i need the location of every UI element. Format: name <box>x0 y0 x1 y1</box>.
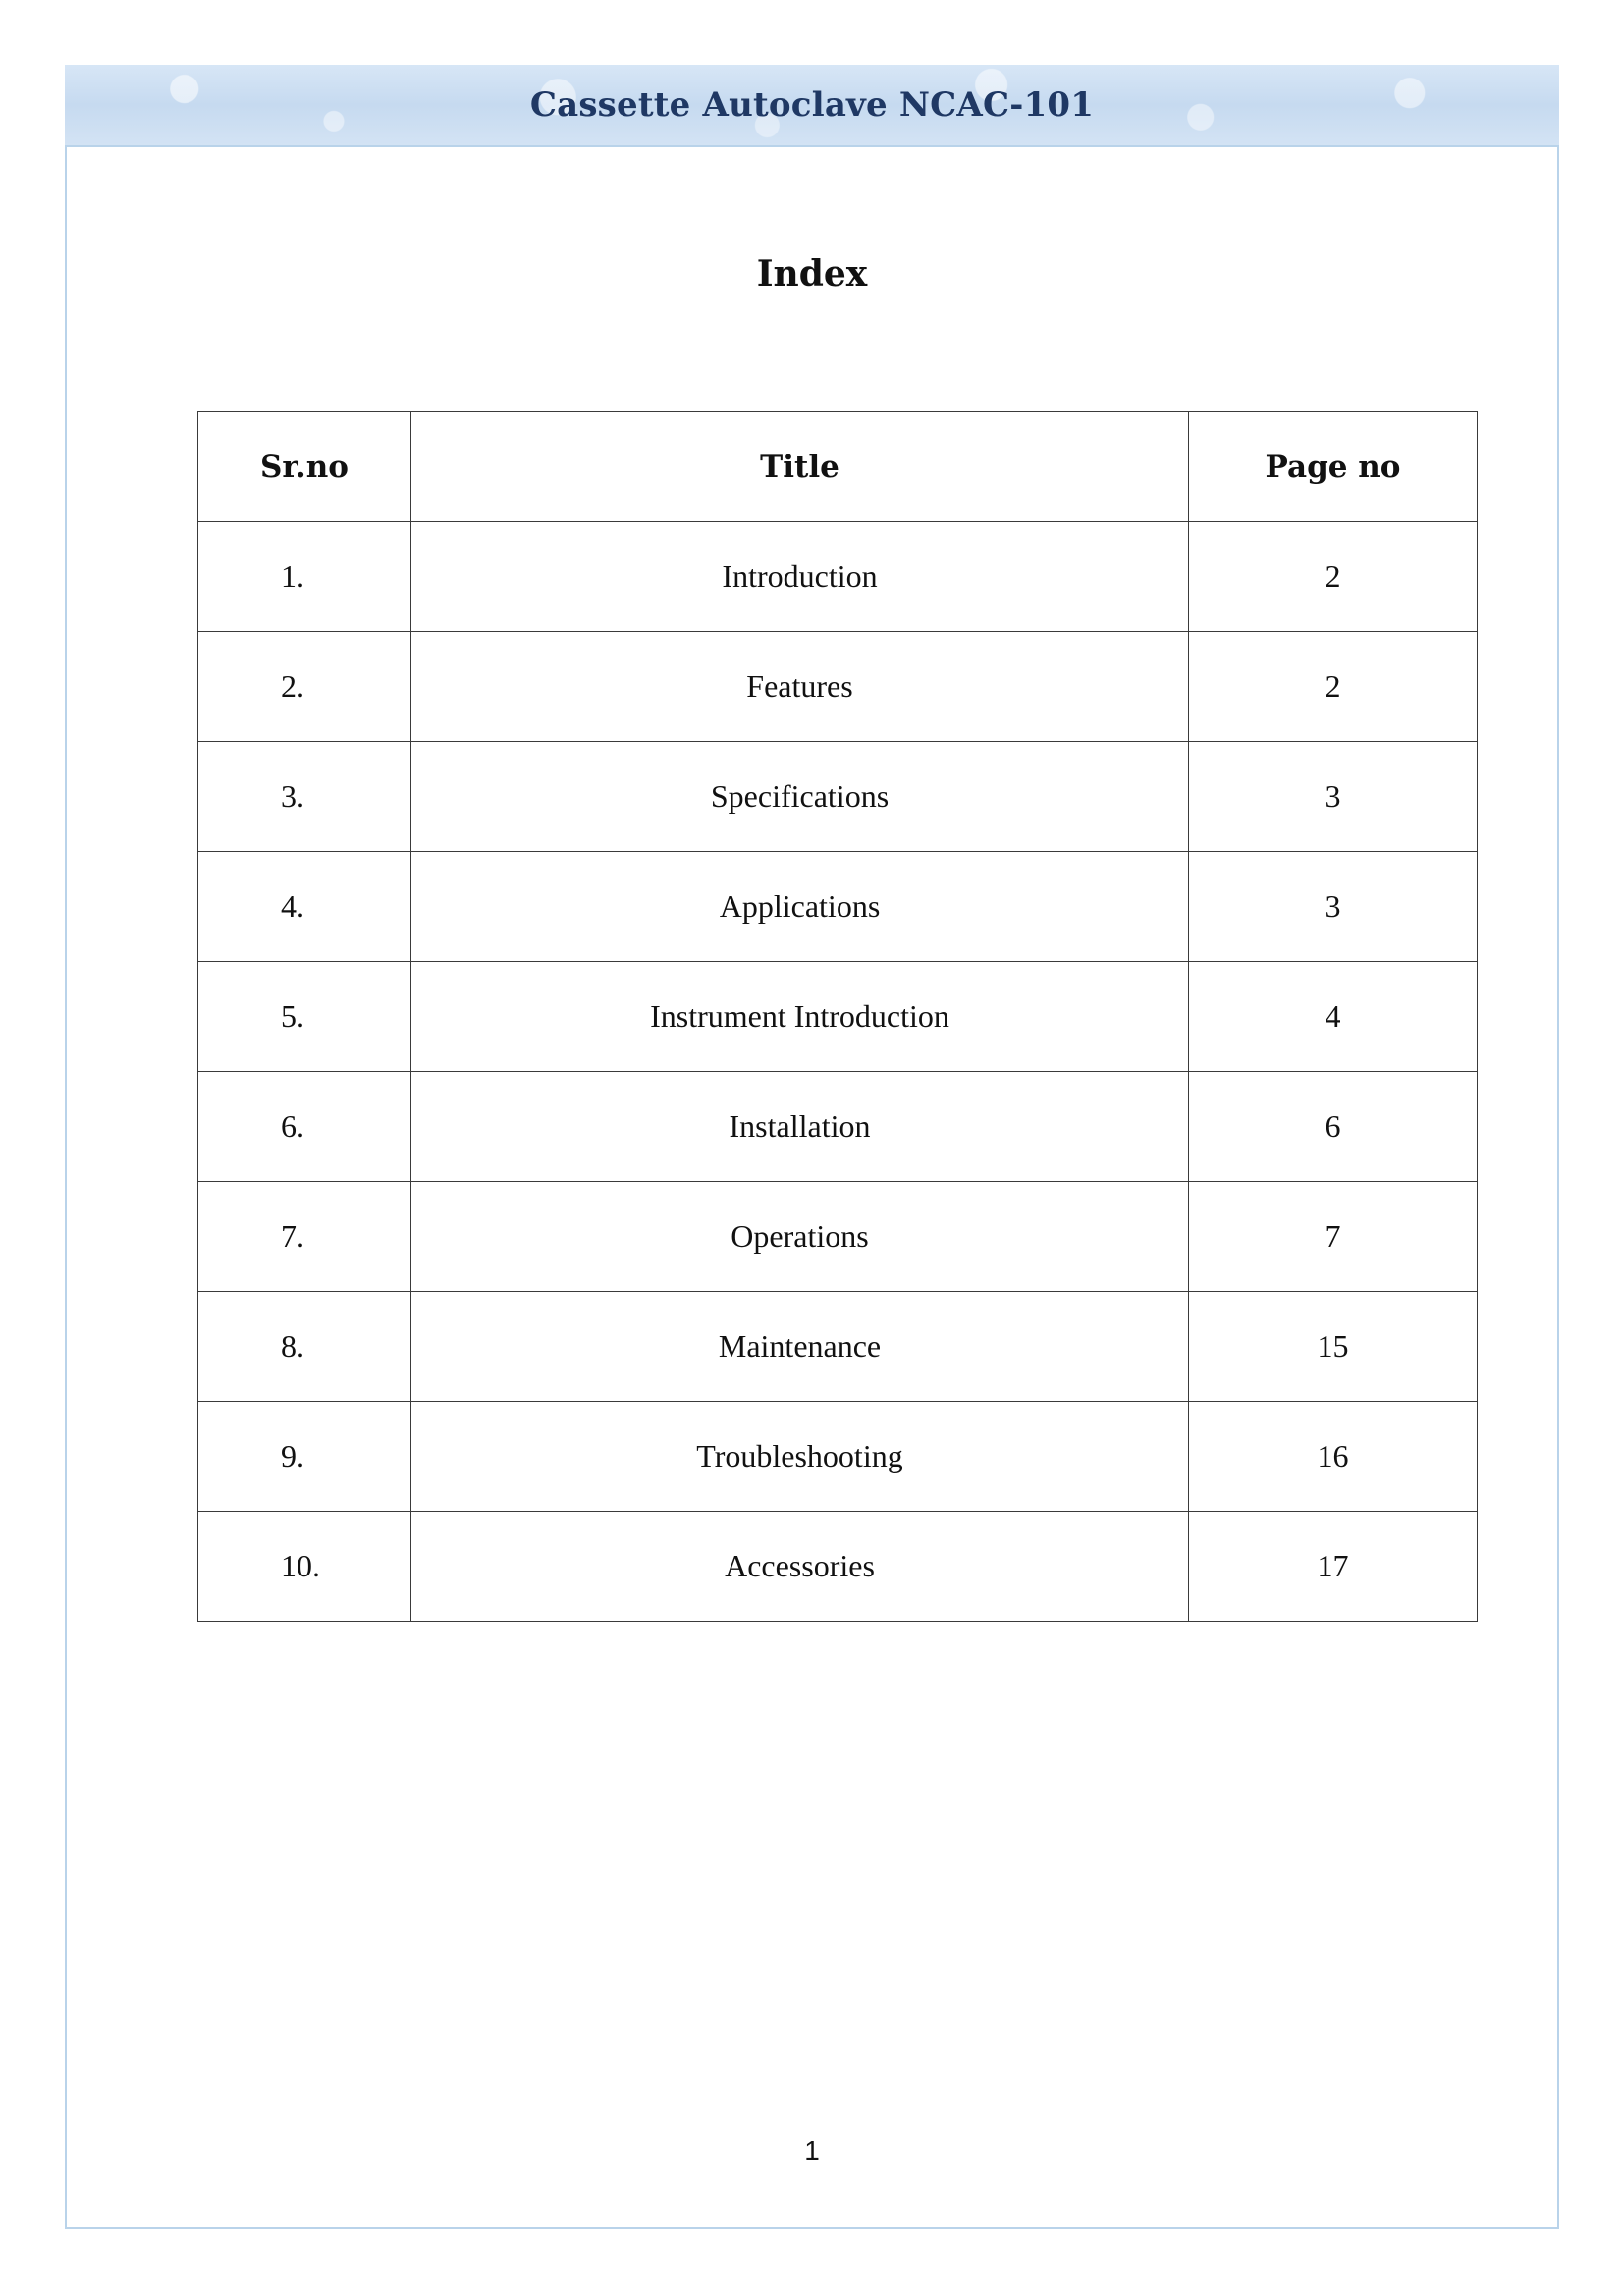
row-title: Accessories <box>411 1512 1189 1622</box>
row-title: Specifications <box>411 742 1189 852</box>
row-page-no: 3 <box>1189 852 1478 962</box>
table-row <box>198 742 1478 852</box>
row-title: Instrument Introduction <box>411 962 1189 1072</box>
table-header-row <box>198 412 1478 522</box>
table-row <box>198 852 1478 962</box>
index-heading: Index <box>756 253 868 294</box>
row-page-no: 2 <box>1189 632 1478 742</box>
table-row <box>198 962 1478 1072</box>
column-header-title: Title <box>411 412 1189 522</box>
table-row <box>198 522 1478 632</box>
row-sr-no: 2. <box>198 632 411 742</box>
row-page-no: 3 <box>1189 742 1478 852</box>
table-row <box>198 1182 1478 1292</box>
row-page-no: 2 <box>1189 522 1478 632</box>
row-page-no: 15 <box>1189 1292 1478 1402</box>
row-page-no: 7 <box>1189 1182 1478 1292</box>
table-row <box>198 632 1478 742</box>
row-title: Maintenance <box>411 1292 1189 1402</box>
row-sr-no: 5. <box>198 962 411 1072</box>
row-title: Installation <box>411 1072 1189 1182</box>
row-sr-no: 6. <box>198 1072 411 1182</box>
row-sr-no: 9. <box>198 1402 411 1512</box>
row-sr-no: 4. <box>198 852 411 962</box>
row-page-no: 16 <box>1189 1402 1478 1512</box>
table-row <box>198 1512 1478 1622</box>
page-number: 1 <box>804 2135 820 2165</box>
row-sr-no: 1. <box>198 522 411 632</box>
header-band <box>65 65 1559 147</box>
row-sr-no: 10. <box>198 1512 411 1622</box>
row-sr-no: 3. <box>198 742 411 852</box>
row-title: Introduction <box>411 522 1189 632</box>
row-page-no: 4 <box>1189 962 1478 1072</box>
row-title: Operations <box>411 1182 1189 1292</box>
table-row <box>198 1402 1478 1512</box>
row-title: Features <box>411 632 1189 742</box>
row-title: Troubleshooting <box>411 1402 1189 1512</box>
row-title: Applications <box>411 852 1189 962</box>
index-table <box>197 411 1478 1622</box>
row-sr-no: 8. <box>198 1292 411 1402</box>
column-header-page-no: Page no <box>1189 412 1478 522</box>
row-page-no: 17 <box>1189 1512 1478 1622</box>
row-sr-no: 7. <box>198 1182 411 1292</box>
document-header-title: Cassette Autoclave NCAC-101 <box>529 85 1095 125</box>
table-row <box>198 1072 1478 1182</box>
column-header-sr-no: Sr.no <box>198 412 411 522</box>
row-page-no: 6 <box>1189 1072 1478 1182</box>
table-row <box>198 1292 1478 1402</box>
